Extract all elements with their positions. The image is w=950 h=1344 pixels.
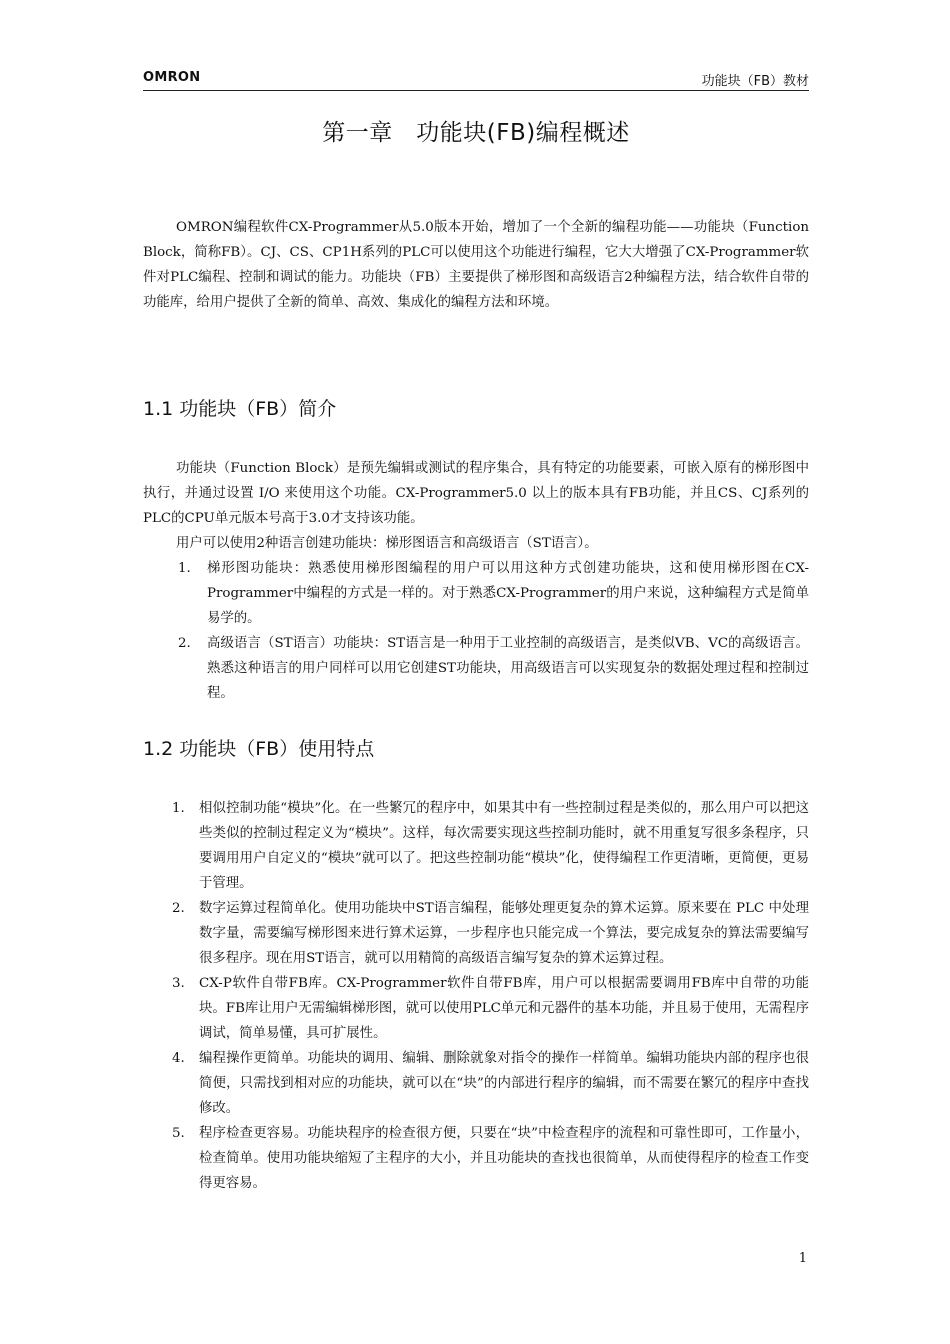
list-item-number: 3. <box>172 976 185 991</box>
list-item-text: CX-P软件自带FB库。CX-Programmer软件自带FB库，用户可以根据需要调用FB库中自带的功能块。FB库让用户无需编辑梯形图，就可以使用PLC单元和元器件的基本功能，并且易于使用，无需程序调试，简单易懂，具可扩展性。 <box>199 976 809 1041</box>
brand-logo-text: OMRON <box>143 70 201 85</box>
section-heading-1-2: 1.2 功能块（FB）使用特点 <box>143 738 375 760</box>
document-title: 功能块（FB）教材 <box>701 74 809 89</box>
list-item-number: 1. <box>178 561 191 576</box>
section-heading-1-1: 1.1 功能块（FB）简介 <box>143 398 337 420</box>
page-header <box>143 68 809 91</box>
list-item <box>143 971 809 1046</box>
section-1-1-paragraph: 功能块（Function Block）是预先编辑或测试的程序集合，具有特定的功能要素，可嵌入原有的梯形图中执行，并通过设置 I/O 来使用这个功能。CX-Programmer5.0 以上的版本具有FB功能，并且CS、CJ系列的PLC的CPU单元版本号高于3.0才支持该功能。 <box>143 461 809 526</box>
list-item-text: 编程操作更简单。功能块的调用、编辑、删除就象对指令的操作一样简单。编辑功能块内部的程序也很简便，只需找到相对应的功能块，就可以在“块”的内部进行程序的编辑，而不需要在繁冗的程序中查找修改。 <box>199 1051 809 1116</box>
list-item-number: 2. <box>178 636 191 651</box>
list-item-number: 1. <box>172 801 185 816</box>
list-item <box>143 631 809 706</box>
list-item-text: 高级语言（ST语言）功能块：ST语言是一种用于工业控制的高级语言，是类似VB、VC的高级语言。熟悉这种语言的用户同样可以用它创建ST功能块，用高级语言可以实现复杂的数据处理过程和控制过程。 <box>207 636 809 701</box>
list-item <box>143 896 809 971</box>
section-1-1-list <box>143 556 809 706</box>
list-item <box>143 1046 809 1121</box>
section-1-1-paragraph-languages: 用户可以使用2种语言创建功能块：梯形图语言和高级语言（ST语言）。 <box>176 536 598 551</box>
list-item-number: 4. <box>172 1051 185 1066</box>
list-item <box>143 556 809 631</box>
intro-paragraph: OMRON编程软件CX-Programmer从5.0版本开始，增加了一个全新的编程功能——功能块（Function Block，简称FB）。CJ、CS、CP1H系列的PLC可以使用这个功能进行编程，它大大增强了CX-Programmer软件对PLC编程、控制和调试的能力。功能块（FB）主要提供了梯形图和高级语言2种编程方法，结合软件自带的功能库，给用户提供了全新的简单、高效、集成化的编程方法和环境。 <box>143 220 809 310</box>
list-item <box>143 1121 809 1196</box>
chapter-title: 第一章 功能块(FB)编程概述 <box>322 120 630 146</box>
section-1-2-list <box>143 796 809 1196</box>
list-item <box>143 796 809 896</box>
list-item-text: 程序检查更容易。功能块程序的检查很方便，只要在“块”中检查程序的流程和可靠性即可，工作量小，检查简单。使用功能块缩短了主程序的大小，并且功能块的查找也很简单，从而使得程序的检查工作变得更容易。 <box>199 1126 809 1191</box>
list-item-text: 相似控制功能“模块”化。在一些繁冗的程序中，如果其中有一些控制过程是类似的，那么用户可以把这些类似的控制过程定义为“模块”。这样，每次需要实现这些控制功能时，就不用重复写很多条程序，只要调用用户自定义的“模块”就可以了。把这些控制功能“模块”化，使得编程工作更清晰，更简便，更易于管理。 <box>199 801 809 891</box>
list-item-number: 2. <box>172 901 185 916</box>
page-number: 1 <box>798 1251 807 1266</box>
intro-section <box>143 215 809 315</box>
list-item-text: 梯形图功能块：熟悉使用梯形图编程的用户可以用这种方式创建功能块，这和使用梯形图在CX-Programmer中编程的方式是一样的。对于熟悉CX-Programmer的用户来说，这种编程方式是简单易学的。 <box>207 561 809 626</box>
list-item-text: 数字运算过程简单化。使用功能块中ST语言编程，能够处理更复杂的算术运算。原来要在 PLC 中处理数字量，需要编写梯形图来进行算术运算，一步程序也只能完成一个算法，要完成复杂的算法需要编写很多程序。现在用ST语言，就可以用精简的高级语言编写复杂的算术运算过程。 <box>199 901 809 966</box>
list-item-number: 5. <box>172 1126 185 1141</box>
section-1-1-body <box>143 456 809 556</box>
